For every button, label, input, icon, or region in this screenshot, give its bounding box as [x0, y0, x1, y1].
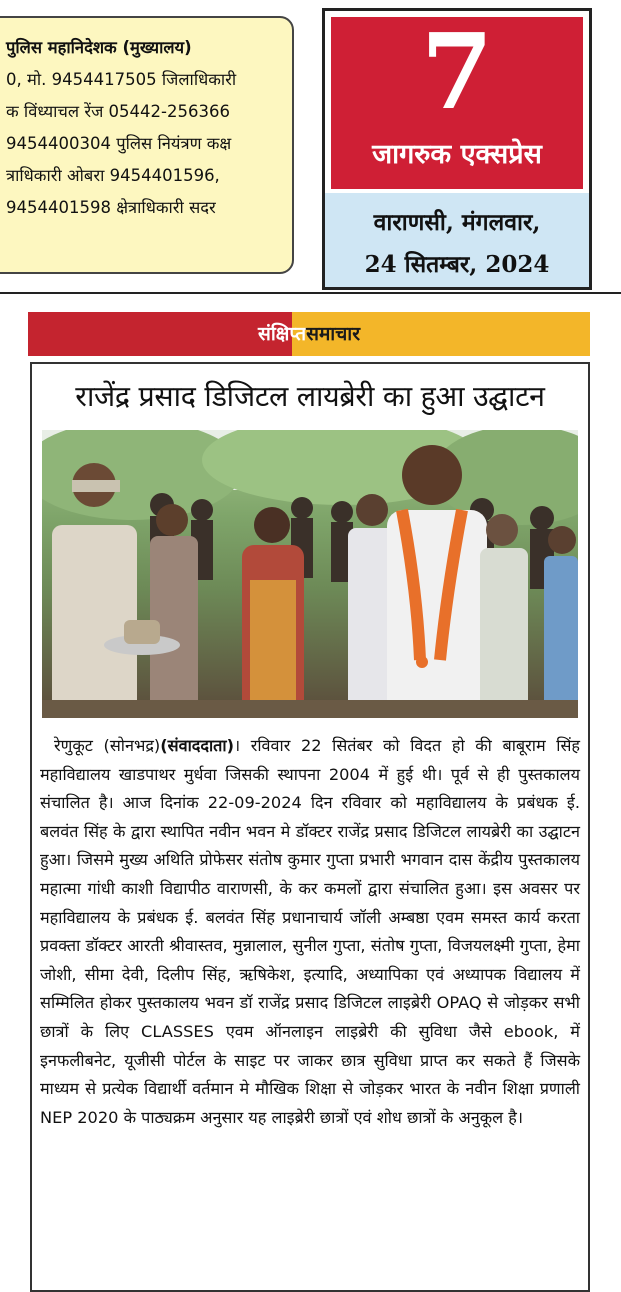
section-title [28, 312, 590, 356]
notice-line: त्राधिकारी ओबरा 9454401596, [6, 166, 220, 185]
dateline-block [325, 193, 589, 287]
article-headline: राजेंद्र प्रसाद डिजिटल लायब्रेरी का हुआ उद्घाटन [75, 380, 545, 413]
notice-line: 9454400304 पुलिस नियंत्रण कक्ष [6, 134, 232, 153]
top-band [0, 0, 621, 292]
article-body-text: । रविवार 22 सितंबर को विदत हो की बाबूराम सिंह महाविद्यालय खाडपाथर मुर्धवा जिसकी स्थापना 2004 में हुई थी। पूर्व से ही पुस्तकालय संचालित है। आज दिनांक 22-09-2024 दिन रविवार को महाविद्यालय के प्रबंधक ई. बलवंत सिंह के द्वारा स्थापित नवीन भवन मे डॉक्टर राजेंद्र प्रसाद डिजिटल लायब्रेरी का उद्घाटन हुआ। जिसमे मुख्य अथिति प्रोफेसर संतोष कुमार गुप्ता प्रभारी भगवान दास केंद्रीय पुस्तकालय महात्मा गांधी काशी विद्यापीठ वाराणसी, के कर कमलों द्वारा संचालित हुआ। इस अवसर पर महाविद्यालय के प्रबंधक ई. बलवंत सिंह प्रधानाचार्य जॉली अम्बष्ठा एवम समस्त कार्य करता प्रवक्ता डॉक्टर आरती श्रीवास्तव, मुन्नालाल, सुनील गुप्ता, संतोष गुप्ता, विजयलक्ष्मी गुप्ता, हेमा जोशी, सीमा देवी, दिलीप सिंह, ऋषिकेश, इत्यादि, अध्यापिका एवं अध्यापक विद्यालय में सम्मिलित होकर पुस्तकालय भवन डॉ राजेंद्र प्रसाद डिजिटल लाइब्रेरी OPAQ से जोड़कर सभी छात्रों के लिए CLASSES एवम ऑनलाइन लाइब्रेरी की सुविधा जैसे ebook, में इनफलीबनेट, यूजीसी पोर्टल के साइट पर जाकर छात्र सुविधा प्राप्त कर सकते हैं जिसके माध्यम से प्रत्येक विद्यार्थी वर्तमान मे मौखिक शिक्षा से जोड़कर भारत के नवीन शिक्षा प्रणाली NEP 2020 के पाठ्यक्रम अनुसार यह लाइब्रेरी छात्रों एवं शोध छात्रों के अनुकूल है। [40, 736, 580, 1127]
masthead [322, 8, 592, 290]
section-title-part2: समाचार [306, 323, 360, 345]
police-contact-notice [0, 16, 294, 274]
page-number: 7 [420, 10, 494, 133]
notice-line: क विंध्याचल रेंज 05442-256366 [6, 102, 230, 121]
masthead-red-block [331, 10, 583, 189]
section-title-part1: संक्षिप्त [258, 323, 307, 345]
notice-line: 0, मो. 9454417505 जिलाधिकारी [6, 70, 237, 89]
article-reporter: (संवाददाता) [160, 736, 234, 755]
article-body [40, 732, 580, 1132]
notice-line: 9454401598 क्षेत्राधिकारी सदर [6, 198, 216, 217]
header-divider [0, 292, 621, 294]
section-band [28, 312, 590, 356]
notice-line: पुलिस महानिदेशक (मुख्यालय) [6, 38, 192, 57]
article-byline: रेणुकूट (सोनभद्र) [54, 736, 161, 755]
news-photo [42, 430, 578, 718]
newspaper-name: जागरुक एक्सप्रेस [372, 139, 542, 170]
city-day: वाराणसी, मंगलवार, [373, 209, 541, 236]
publication-date: 24 सितम्बर, 2024 [364, 251, 550, 278]
article [30, 362, 590, 1292]
